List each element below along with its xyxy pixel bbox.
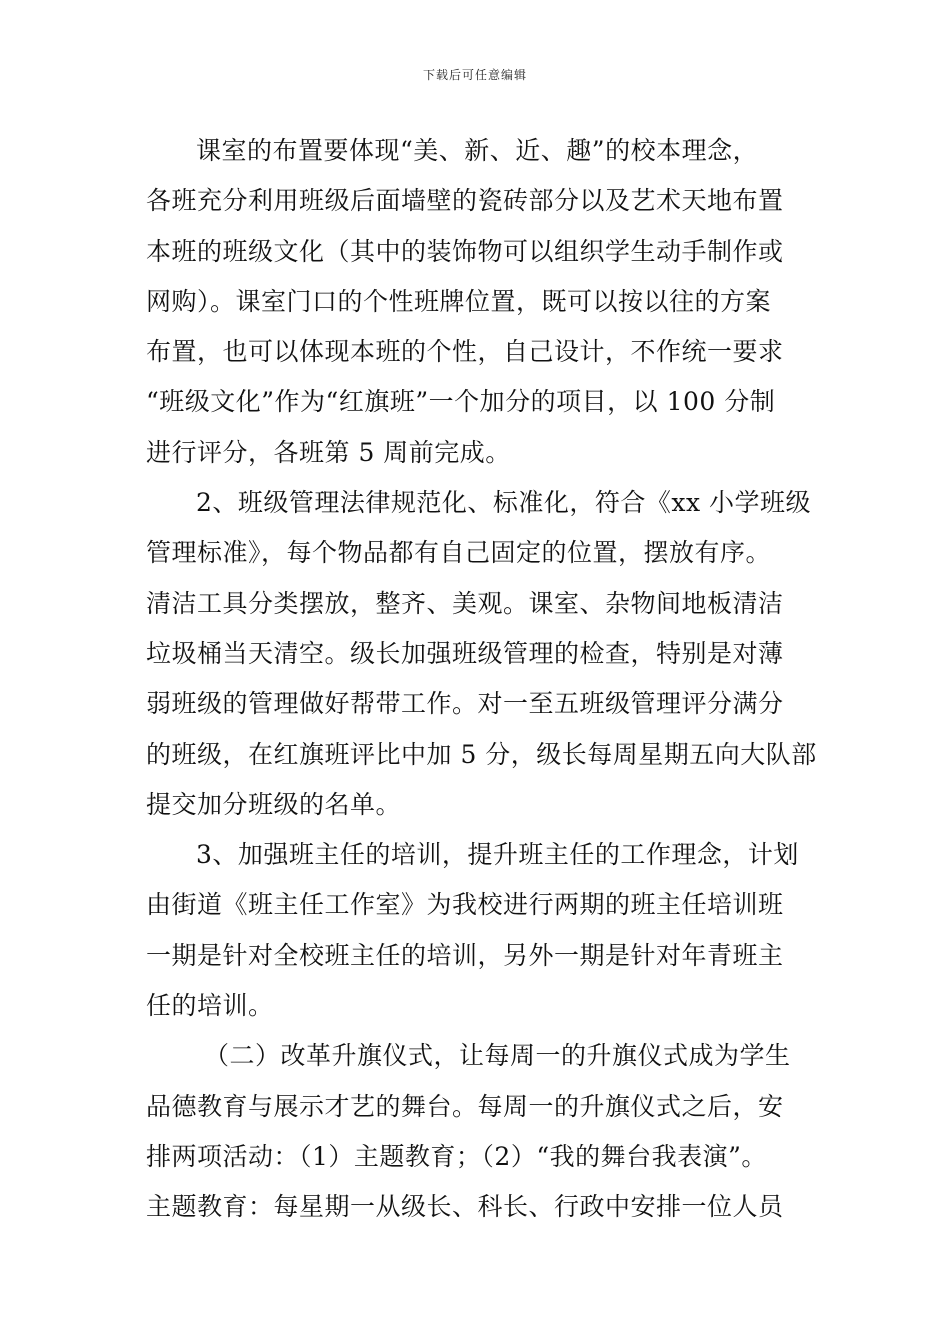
paragraph-line: 3、加强班主任的培训，提升班主任的工作理念，计划: [196, 840, 799, 870]
paragraph-line: 弱班级的管理做好帮带工作。对一至五班级管理评分满分: [146, 689, 784, 719]
paragraph-line: 一期是针对全校班主任的培训，另外一期是针对年青班主: [146, 940, 784, 970]
paragraph-line: 各班充分利用班级后面墙壁的瓷砖部分以及艺术天地布置: [146, 186, 784, 216]
paragraph-line: 品德教育与展示才艺的舞台。每周一的升旗仪式之后，安: [146, 1091, 784, 1121]
paragraph-line: 的班级，在红旗班评比中加 5 分，级长每周星期五向大队部: [146, 739, 817, 769]
paragraph-line: 进行评分，各班第 5 周前完成。: [146, 437, 511, 467]
document-body: [146, 126, 826, 1233]
paragraph-line: 垃圾桶当天清空。级长加强班级管理的检查，特别是对薄: [146, 638, 784, 668]
paragraph-line: 管理标准》，每个物品都有自己固定的位置，摆放有序。: [146, 538, 772, 568]
paragraph-line: 布置，也可以体现本班的个性，自己设计，不作统一要求: [146, 337, 784, 367]
page-header-note: 下载后可任意编辑: [422, 68, 527, 82]
paragraph-line: 课室的布置要体现“美、新、近、趣”的校本理念，: [196, 136, 759, 165]
paragraph-line: 2、班级管理法律规范化、标准化，符合《xx 小学班级: [196, 488, 812, 518]
paragraph-line: 网购）。课室门口的个性班牌位置，既可以按以往的方案: [146, 286, 772, 316]
paragraph-line: 本班的班级文化（其中的装饰物可以组织学生动手制作或: [146, 236, 784, 266]
paragraph-line: （二）改革升旗仪式，让每周一的升旗仪式成为学生: [204, 1041, 791, 1071]
paragraph-line: 提交加分班级的名单。: [146, 789, 402, 819]
paragraph-line: 清洁工具分类摆放，整齐、美观。课室、杂物间地板清洁: [146, 588, 784, 618]
paragraph-line: “班级文化”作为“红旗班”一个加分的项目，以 100 分制: [146, 387, 776, 417]
paragraph-line: 主题教育：每星期一从级长、科长、行政中安排一位人员: [146, 1192, 784, 1222]
paragraph-line: 由街道《班主任工作室》为我校进行两期的班主任培训班: [146, 890, 784, 920]
paragraph-line: 排两项活动：（1）主题教育；（2）“我的舞台我表演”。: [146, 1141, 767, 1171]
paragraph-line: 任的培训。: [146, 991, 274, 1021]
